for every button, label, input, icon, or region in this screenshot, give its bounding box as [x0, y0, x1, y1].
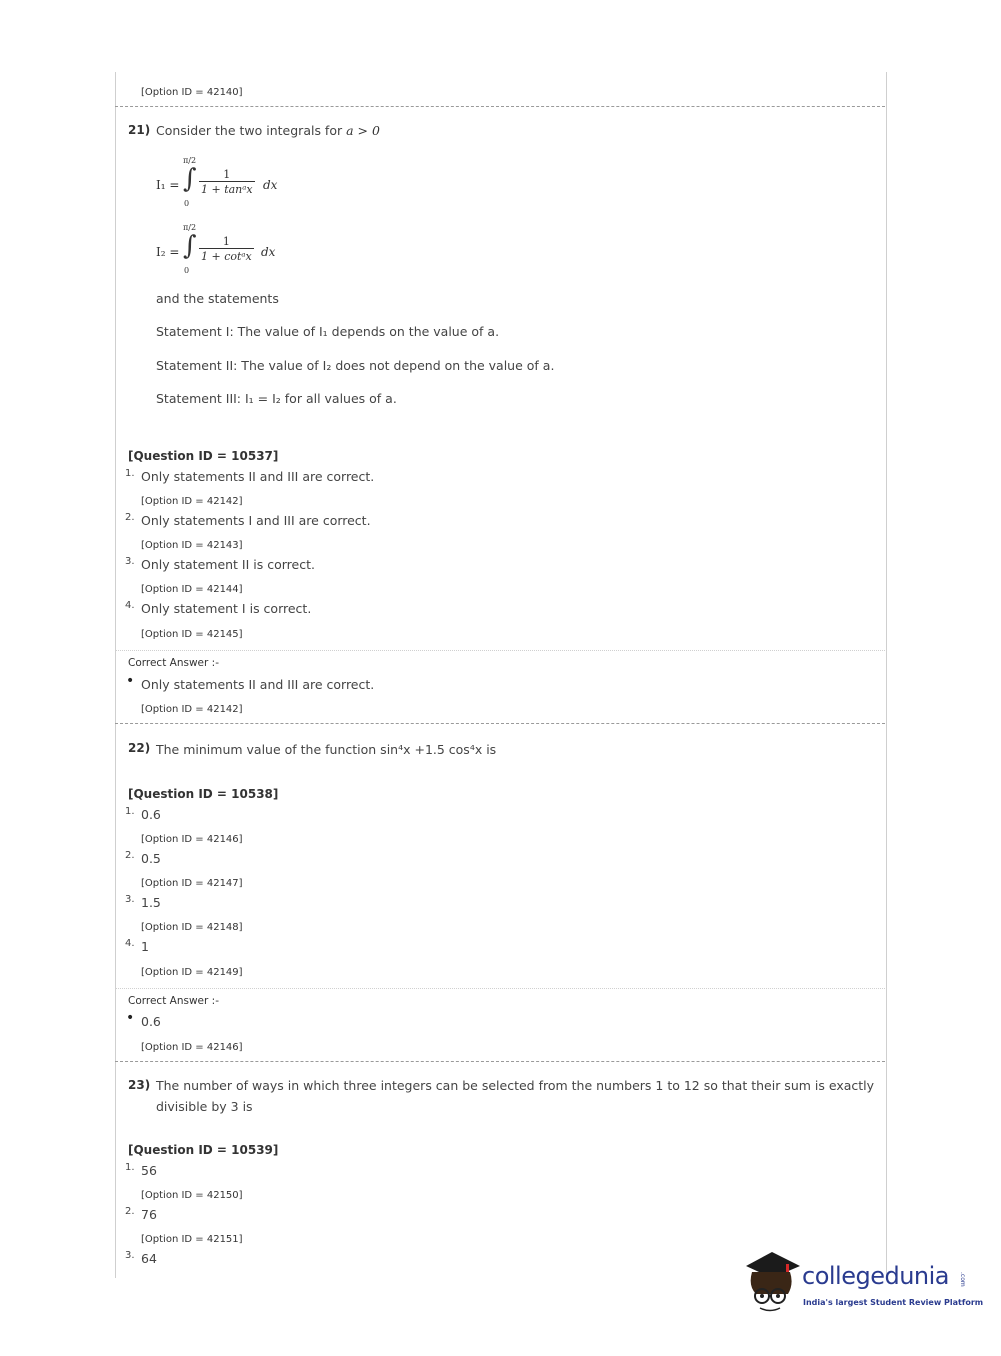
question-divider [115, 723, 885, 724]
integral-2-fraction [199, 235, 254, 263]
question-number: 23) [128, 1078, 151, 1092]
answer-divider [115, 650, 885, 651]
integral-1-fraction [199, 168, 255, 196]
option-text[interactable]: Only statement I is correct. [141, 601, 312, 616]
statement-3: Statement III: I₁ = I₂ for all values of a. [156, 391, 397, 406]
option-id: [Option ID = 42140] [141, 87, 243, 98]
option-text[interactable]: Only statements I and III are correct. [141, 513, 371, 528]
integral-1-upper-limit: π/2 [183, 156, 197, 165]
option-number: 3. [125, 556, 135, 567]
question-number: 22) [128, 741, 151, 755]
option-text[interactable]: 1 [141, 939, 149, 954]
intro-condition: a > 0 [346, 123, 380, 138]
statement-2: Statement II: The value of I₂ does not depend on the value of a. [156, 358, 555, 373]
integral-2-lhs: I₂ = [156, 245, 180, 259]
option-number: 1. [125, 1162, 135, 1173]
integral-sign-icon: ∫ [183, 164, 197, 194]
option-number: 3. [125, 1250, 135, 1261]
option-id: [Option ID = 42148] [141, 922, 243, 933]
option-text[interactable]: 1.5 [141, 895, 161, 910]
option-text[interactable]: Only statement II is correct. [141, 557, 315, 572]
question-number: 21) [128, 123, 151, 137]
integral-1-numerator: 1 [223, 168, 231, 181]
integral-sign-icon: ∫ [183, 231, 197, 261]
option-number: 2. [125, 1206, 135, 1217]
option-number: 4. [125, 600, 135, 611]
option-text[interactable]: 76 [141, 1207, 157, 1222]
student-mascot-icon [742, 1250, 802, 1314]
option-number: 4. [125, 938, 135, 949]
option-id: [Option ID = 42151] [141, 1234, 243, 1245]
correct-answer-label: Correct Answer :- [128, 657, 219, 669]
question-id: [Question ID = 10537] [128, 449, 279, 463]
bullet-icon: • [126, 673, 135, 689]
question-divider [115, 1061, 885, 1062]
integral-1-denominator: 1 + tanᵃx [201, 183, 253, 196]
question-id: [Question ID = 10538] [128, 787, 279, 801]
integral-2-denominator: 1 + cotᵃx [201, 250, 252, 263]
option-id: [Option ID = 42144] [141, 584, 243, 595]
question-divider [115, 106, 885, 107]
option-number: 1. [125, 806, 135, 817]
integral-2-dx: dx [261, 245, 276, 259]
option-number: 1. [125, 468, 135, 479]
bullet-icon: • [126, 1010, 135, 1026]
question-intro: Consider the two integrals for [156, 123, 347, 138]
logo-suffix: .com [959, 1272, 966, 1287]
logo-tagline: India's largest Student Review Platform [803, 1298, 984, 1307]
option-text[interactable]: 64 [141, 1251, 157, 1266]
correct-answer-label: Correct Answer :- [128, 995, 219, 1007]
option-id: [Option ID = 42143] [141, 540, 243, 551]
question-text [156, 123, 380, 138]
option-number: 2. [125, 850, 135, 861]
correct-answer-text: 0.6 [141, 1014, 161, 1029]
statements-intro: and the statements [156, 291, 279, 306]
question-id: [Question ID = 10539] [128, 1143, 279, 1157]
option-id: [Option ID = 42149] [141, 967, 243, 978]
integral-1-lower-limit: 0 [184, 199, 190, 208]
option-id: [Option ID = 42142] [141, 496, 243, 507]
statement-1: Statement I: The value of I₁ depends on the value of a. [156, 324, 500, 339]
option-id: [Option ID = 42142] [141, 704, 243, 715]
answer-divider [115, 988, 885, 989]
option-id: [Option ID = 42147] [141, 878, 243, 889]
question-text-line-2: divisible by 3 is [156, 1099, 253, 1114]
integral-2-upper-limit: π/2 [183, 223, 197, 232]
integral-1-dx: dx [263, 178, 278, 192]
option-text[interactable]: 0.6 [141, 807, 161, 822]
option-id: [Option ID = 42146] [141, 1042, 243, 1053]
integral-2-lower-limit: 0 [184, 266, 190, 275]
logo-wordmark: collegedunia [802, 1262, 950, 1290]
correct-answer-text: Only statements II and III are correct. [141, 677, 375, 692]
option-number: 3. [125, 894, 135, 905]
option-id: [Option ID = 42145] [141, 629, 243, 640]
option-id: [Option ID = 42150] [141, 1190, 243, 1201]
integral-1-lhs: I₁ = [156, 178, 180, 192]
option-text[interactable]: 56 [141, 1163, 157, 1178]
integral-2-numerator: 1 [222, 235, 230, 248]
option-text[interactable]: Only statements II and III are correct. [141, 469, 375, 484]
question-text: The minimum value of the function sin⁴x +1.5 cos⁴x is [156, 742, 497, 757]
option-number: 2. [125, 512, 135, 523]
option-id: [Option ID = 42146] [141, 834, 243, 845]
option-text[interactable]: 0.5 [141, 851, 161, 866]
question-text-line-1: The number of ways in which three integers can be selected from the numbers 1 to 12 so that their sum is exactly [156, 1078, 875, 1093]
